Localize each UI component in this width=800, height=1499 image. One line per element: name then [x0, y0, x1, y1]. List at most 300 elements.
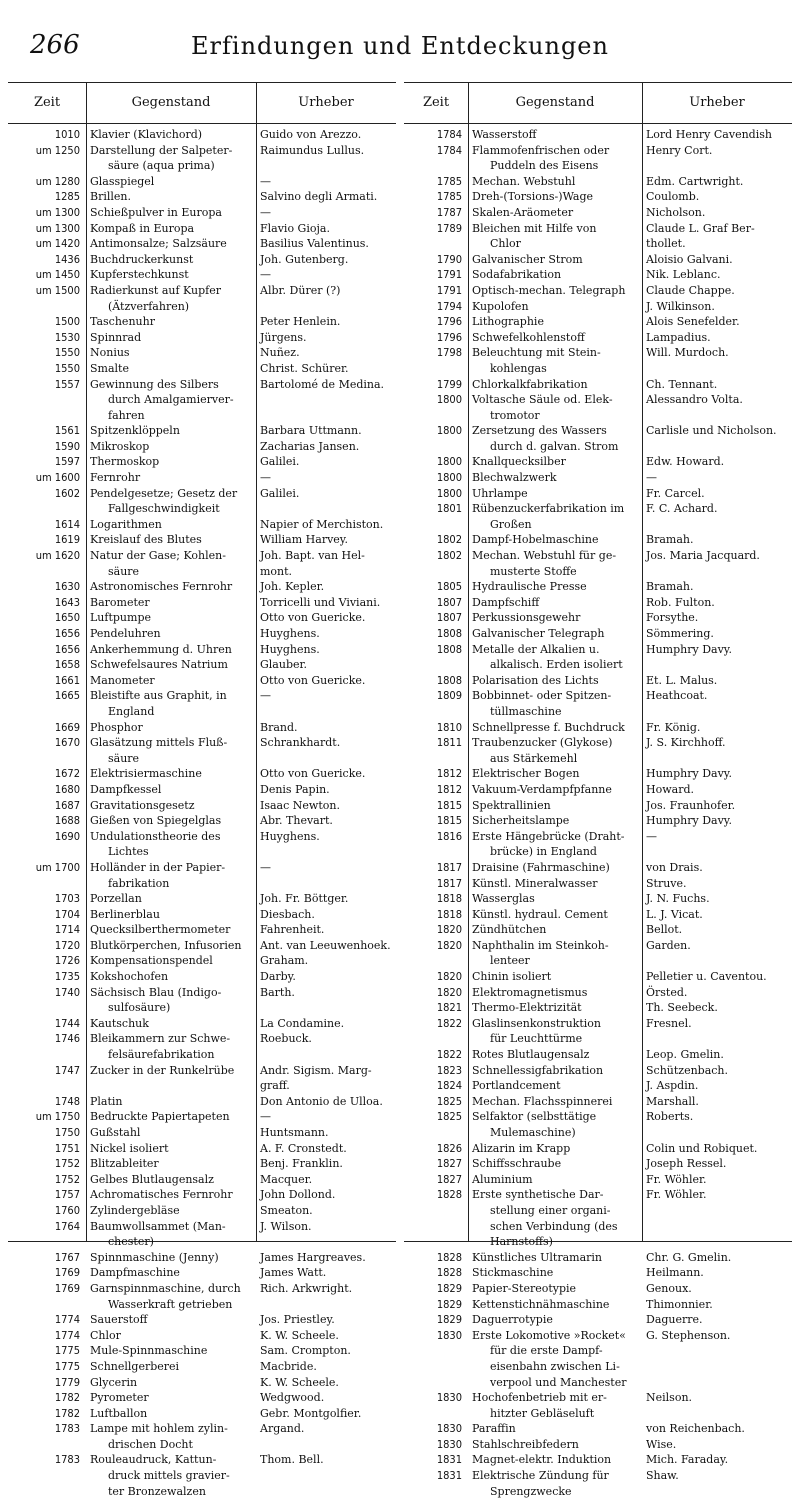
table-row	[404, 1281, 792, 1297]
table-row	[8, 314, 396, 330]
author-cell: Claude Chappe.	[646, 283, 735, 297]
year-cell: 1829	[436, 1313, 462, 1327]
author-cell	[256, 704, 396, 720]
table-row	[404, 579, 792, 595]
table-row	[8, 642, 396, 658]
year-cell: 1821	[436, 1001, 462, 1015]
subject-cell: Barometer	[90, 595, 150, 609]
year-cell: 1800	[436, 424, 462, 438]
author-cell: Alessandro Volta.	[646, 393, 743, 407]
subject-cell: Sauerstoff	[90, 1313, 148, 1327]
year-cell: 1829	[436, 1297, 462, 1311]
table-row	[404, 1047, 792, 1063]
author-cell: Sömmering.	[646, 627, 714, 640]
author-cell: Raimundus Lullus.	[260, 143, 365, 157]
subject-cell: Sächsisch Blau (Indigo-	[90, 985, 222, 999]
year-cell: 1820	[436, 938, 462, 952]
table-row	[404, 688, 792, 704]
subject-cell: Garnspinnmaschine, durch	[90, 1281, 241, 1295]
year-cell: um 1700	[35, 860, 80, 874]
table-row	[8, 1219, 396, 1235]
year-cell: um 1420	[35, 237, 80, 251]
table-row	[404, 314, 792, 330]
author-cell: Rich. Arkwright.	[260, 1281, 353, 1295]
table-row	[404, 1094, 792, 1110]
author-cell: Glauber.	[260, 658, 308, 672]
year-cell: 1602	[54, 486, 80, 500]
author-cell	[642, 657, 792, 673]
table-row	[8, 221, 396, 237]
year-cell: 1775	[54, 1344, 80, 1358]
year-cell: 1812	[436, 782, 462, 796]
table-row	[404, 517, 792, 533]
table-row	[404, 1452, 792, 1468]
table-row	[404, 221, 792, 237]
subject-cell: Luftballon	[90, 1406, 148, 1420]
table-row	[404, 969, 792, 985]
subject-cell: Chlorkalkfabrikation	[472, 377, 588, 391]
author-cell: Brand.	[260, 720, 298, 734]
subject-cell: Erste Lokomotive »Rocket«	[472, 1328, 626, 1342]
page-header	[30, 30, 770, 70]
author-cell: Bramah.	[646, 580, 694, 594]
year-cell: um 1300	[35, 221, 80, 235]
author-cell: Roebuck.	[260, 1032, 312, 1046]
year-cell: 1808	[436, 642, 462, 656]
subject-cell: Zersetzung des Wassers	[472, 424, 607, 438]
year-cell: 1720	[54, 938, 80, 952]
table-row	[8, 205, 396, 221]
table-row	[8, 907, 396, 923]
subject-cell: Glaslinsenkonstruktion	[472, 1016, 601, 1030]
subject-cell: Schnellgerberei	[90, 1359, 180, 1373]
author-cell	[256, 1047, 396, 1063]
author-cell: Huyghens.	[260, 642, 320, 656]
year-cell: um 1620	[35, 549, 80, 563]
subject-cell: Harnstoffs)	[490, 1235, 553, 1249]
year-cell: 1557	[54, 377, 80, 391]
author-cell	[642, 1359, 792, 1375]
table-row	[8, 1094, 396, 1110]
subject-cell: Lichtes	[108, 845, 149, 859]
table-row	[404, 922, 792, 938]
author-cell: Jürgens.	[260, 330, 307, 344]
year-cell: 1831	[436, 1469, 462, 1483]
year-cell: 1789	[436, 221, 462, 235]
year-cell	[404, 439, 468, 455]
author-cell: Sam. Crompton.	[260, 1344, 351, 1358]
author-cell: —	[646, 829, 657, 843]
year-cell: 1782	[54, 1391, 80, 1405]
subject-cell: Rouleaudruck, Kattun-	[90, 1453, 217, 1467]
subject-cell: Magnet-elektr. Induktion	[472, 1453, 612, 1467]
table-row	[8, 236, 396, 252]
year-cell: 1815	[436, 814, 462, 828]
author-cell: J. Aspdin.	[646, 1079, 699, 1093]
col-author-header: Urheber	[298, 95, 354, 110]
subject-cell: Spektrallinien	[472, 798, 551, 812]
subject-cell: Wasserstoff	[472, 128, 537, 141]
year-cell: um 1500	[35, 283, 80, 297]
subject-cell: Baumwollsammet (Man-	[90, 1219, 226, 1233]
author-cell: Humphry Davy.	[646, 767, 733, 781]
subject-cell: Beleuchtung mit Stein-	[472, 346, 601, 360]
subject-cell: Fernrohr	[90, 471, 141, 485]
table-row	[8, 673, 396, 689]
author-cell: James Watt.	[260, 1266, 327, 1280]
author-cell	[256, 299, 396, 315]
author-cell: Torricelli und Viviani.	[260, 595, 381, 609]
table-row	[404, 486, 792, 502]
author-cell	[642, 439, 792, 455]
year-cell: 1672	[54, 767, 80, 781]
year-cell: 1500	[54, 315, 80, 329]
year-cell: 1764	[54, 1219, 80, 1233]
subject-cell: chester)	[108, 1235, 154, 1249]
author-cell: Argand.	[260, 1422, 305, 1436]
table-row	[8, 1390, 396, 1406]
year-cell: 1656	[54, 627, 80, 640]
author-cell	[642, 361, 792, 377]
year-cell: 1785	[436, 174, 462, 188]
author-cell	[256, 1297, 396, 1313]
table-row	[404, 860, 792, 876]
table-row	[404, 1437, 792, 1453]
table-row	[8, 1297, 396, 1313]
subject-cell: Nonius	[90, 346, 130, 360]
author-cell: —	[260, 471, 271, 485]
subject-cell: Knallquecksilber	[472, 455, 566, 469]
year-cell: 1630	[54, 580, 80, 594]
year-cell	[8, 844, 86, 860]
subject-cell: Zündhütchen	[472, 923, 547, 937]
year-cell: 1704	[54, 907, 80, 921]
author-cell: Henry Cort.	[646, 143, 713, 157]
year-cell: 1796	[436, 315, 462, 329]
author-cell: Thimonnier.	[646, 1297, 713, 1311]
author-cell: Fr. Wöhler.	[646, 1188, 707, 1202]
subject-cell: Schwefelsaures Natrium	[90, 658, 228, 672]
year-cell: 1818	[436, 907, 462, 921]
year-cell	[8, 408, 86, 424]
author-cell	[642, 564, 792, 580]
subject-cell: England	[108, 704, 155, 718]
table-row	[8, 922, 396, 938]
author-cell: Christ. Schürer.	[260, 361, 349, 375]
year-cell: 1800	[436, 486, 462, 500]
subject-cell: Chinin isoliert	[472, 970, 552, 984]
subject-cell: Klavier (Klavichord)	[90, 128, 203, 141]
year-cell: 1285	[54, 190, 80, 204]
subject-cell: für die erste Dampf-	[490, 1344, 603, 1358]
subject-cell: Undulationstheorie des	[90, 829, 221, 843]
year-cell: 1760	[54, 1203, 80, 1217]
author-cell: Schrankhardt.	[260, 736, 341, 750]
author-cell: Abr. Thevart.	[260, 814, 333, 828]
subject-cell: Lampe mit hohlem zylin-	[90, 1422, 228, 1436]
table-row	[404, 1125, 792, 1141]
year-cell: 1769	[54, 1266, 80, 1280]
table-row	[404, 158, 792, 174]
table-row	[8, 610, 396, 626]
table-row	[8, 174, 396, 190]
year-cell: 1817	[436, 860, 462, 874]
author-cell	[642, 844, 792, 860]
year-cell: 1827	[436, 1172, 462, 1186]
subject-cell: Künstl. hydraul. Cement	[472, 907, 608, 921]
author-cell: John Dollond.	[260, 1188, 336, 1202]
year-cell: 1830	[436, 1391, 462, 1405]
right-table	[404, 82, 792, 1498]
author-cell: Marshall.	[646, 1094, 699, 1108]
subject-cell: Pendeluhren	[90, 627, 161, 640]
author-cell	[642, 1375, 792, 1391]
year-cell	[404, 751, 468, 767]
author-cell: von Reichenbach.	[646, 1422, 745, 1436]
author-cell	[642, 408, 792, 424]
table-row	[404, 1390, 792, 1406]
year-cell: 1824	[436, 1079, 462, 1093]
author-cell: Otto von Guericke.	[260, 611, 366, 625]
subject-cell: durch Amalgamierver-	[108, 393, 234, 407]
author-cell: Otto von Guericke.	[260, 767, 366, 781]
author-cell: Claude L. Graf Ber-	[646, 221, 755, 235]
subject-cell: Kreislauf des Blutes	[90, 533, 202, 547]
author-cell: —	[260, 689, 271, 703]
subject-cell: tromotor	[490, 408, 540, 422]
subject-cell: Wasserkraft getrieben	[108, 1297, 233, 1311]
author-cell: J. Wilkinson.	[646, 299, 715, 313]
author-cell: Isaac Newton.	[260, 798, 340, 812]
left-table-body	[8, 127, 396, 1499]
year-cell	[404, 704, 468, 720]
author-cell: von Drais.	[646, 860, 703, 874]
year-cell: 1690	[54, 829, 80, 843]
year-cell	[404, 408, 468, 424]
year-cell: 1800	[436, 393, 462, 407]
subject-cell: Flammofenfrischen oder	[472, 143, 610, 157]
subject-cell: Smalte	[90, 361, 129, 375]
table-row	[8, 876, 396, 892]
table-row	[8, 517, 396, 533]
author-cell	[642, 1219, 792, 1235]
table-row	[404, 844, 792, 860]
subject-cell: Pyrometer	[90, 1391, 149, 1405]
table-row	[404, 829, 792, 845]
table-row	[8, 1437, 396, 1453]
table-row	[404, 470, 792, 486]
subject-cell: Lithographie	[472, 315, 544, 329]
subject-cell: Schnellpresse f. Buchdruck	[472, 720, 625, 734]
year-cell	[8, 1484, 86, 1499]
table-row	[404, 1203, 792, 1219]
author-cell: Fresnel.	[646, 1016, 692, 1030]
subject-cell: Galvanischer Telegraph	[472, 627, 605, 640]
table-row	[8, 688, 396, 704]
subject-cell: Manometer	[90, 673, 155, 687]
author-cell	[642, 1234, 792, 1250]
author-cell	[256, 1234, 396, 1250]
subject-cell: hitzter Gebläseluft	[490, 1406, 595, 1420]
author-cell: Huntsmann.	[260, 1126, 329, 1139]
table-row	[404, 205, 792, 221]
year-cell: 1746	[54, 1032, 80, 1046]
year-cell: 1656	[54, 642, 80, 656]
subject-cell: fahren	[108, 408, 145, 422]
author-cell: Mich. Faraday.	[646, 1453, 729, 1467]
subject-cell: Mule-Spinnmaschine	[90, 1344, 208, 1358]
col-subject-header: Gegenstand	[515, 95, 595, 110]
subject-cell: Mechan. Webstuhl für ge-	[472, 549, 617, 563]
author-cell: —	[260, 860, 271, 874]
author-cell: Ant. van Leeuwenhoek.	[260, 938, 391, 952]
year-cell: 1807	[436, 611, 462, 625]
subject-cell: Alizarin im Krapp	[472, 1141, 571, 1155]
table-row	[8, 1203, 396, 1219]
subject-cell: Mechan. Flachsspinnerei	[472, 1094, 613, 1108]
table-row	[8, 782, 396, 798]
year-cell: 1810	[436, 720, 462, 734]
year-cell: 1550	[54, 361, 80, 375]
subject-cell: Dampfmaschine	[90, 1266, 180, 1280]
subject-cell: Nickel isoliert	[90, 1141, 169, 1155]
table-row	[8, 1000, 396, 1016]
author-cell: Schützenbach.	[646, 1063, 729, 1077]
author-cell: —	[646, 471, 657, 485]
table-row	[404, 657, 792, 673]
year-cell: 1748	[54, 1094, 80, 1108]
table-row	[8, 953, 396, 969]
author-cell: Lampadius.	[646, 330, 711, 344]
year-cell: 1829	[436, 1281, 462, 1295]
subject-cell: Kettenstichnähmaschine	[472, 1297, 610, 1311]
subject-cell: Natur der Gase; Kohlen-	[90, 549, 226, 563]
subject-cell: Phosphor	[90, 720, 143, 734]
subject-cell: Pendelgesetze; Gesetz der	[90, 486, 238, 500]
subject-cell: kohlengas	[490, 361, 547, 375]
table-row	[404, 1343, 792, 1359]
subject-cell: Kautschuk	[90, 1016, 149, 1030]
subject-cell: Vakuum-Verdampfpfanne	[472, 782, 612, 796]
subject-cell: Traubenzucker (Glykose)	[472, 736, 613, 750]
year-cell: 1619	[54, 533, 80, 547]
table-row	[404, 174, 792, 190]
table-row	[8, 267, 396, 283]
author-cell	[642, 1203, 792, 1219]
subject-cell: Papier-Stereotypie	[472, 1281, 577, 1295]
left-table-header	[8, 83, 396, 124]
subject-cell: Chlor	[90, 1328, 121, 1342]
year-cell	[8, 299, 86, 315]
author-cell: thollet.	[646, 237, 686, 251]
year-cell	[8, 1047, 86, 1063]
table-row	[404, 1484, 792, 1499]
subject-cell: Elektromagnetismus	[472, 985, 588, 999]
subject-cell: Porzellan	[90, 892, 142, 906]
year-cell: 1550	[54, 346, 80, 360]
author-cell: Howard.	[646, 782, 694, 796]
year-cell: 1807	[436, 595, 462, 609]
year-cell: 1802	[436, 533, 462, 547]
year-cell: 1735	[54, 970, 80, 984]
table-row	[404, 330, 792, 346]
subject-cell: Glasspiegel	[90, 174, 155, 188]
author-cell: K. W. Scheele.	[260, 1375, 339, 1389]
year-cell: 1726	[54, 954, 80, 968]
table-row	[8, 532, 396, 548]
table-row	[404, 1234, 792, 1250]
table-row	[8, 564, 396, 580]
author-cell: Heilmann.	[646, 1266, 704, 1280]
year-cell	[8, 1234, 86, 1250]
subject-cell: Sicherheitslampe	[472, 814, 570, 828]
table-row	[404, 423, 792, 439]
author-cell: Don Antonio de Ulloa.	[260, 1094, 383, 1108]
table-row	[404, 876, 792, 892]
author-cell: Daguerre.	[646, 1313, 703, 1327]
table-row	[404, 1297, 792, 1313]
author-cell: Macquer.	[260, 1172, 313, 1186]
year-cell: 1752	[54, 1172, 80, 1186]
subject-cell: Elektrisiermaschine	[90, 767, 202, 781]
subject-cell: Bleikammern zur Schwe-	[90, 1032, 231, 1046]
table-row	[8, 299, 396, 315]
subject-cell: Zucker in der Runkelrübe	[90, 1063, 235, 1077]
table-row	[8, 283, 396, 299]
table-row	[8, 1452, 396, 1468]
author-cell	[256, 1468, 396, 1484]
table-row	[8, 1031, 396, 1047]
table-row	[404, 1031, 792, 1047]
author-cell: Th. Seebeck.	[646, 1001, 718, 1015]
table-row	[8, 1250, 396, 1266]
table-row	[8, 408, 396, 424]
subject-cell: Galvanischer Strom	[472, 252, 583, 266]
subject-cell: Gießen von Spiegelglas	[90, 814, 222, 828]
author-cell: Garden.	[646, 938, 691, 952]
year-cell	[8, 392, 86, 408]
subject-cell: Elektrische Zündung für	[472, 1469, 609, 1483]
author-cell	[256, 408, 396, 424]
table-row	[404, 1172, 792, 1188]
year-cell: 1650	[54, 611, 80, 625]
table-row	[8, 969, 396, 985]
subject-cell: alkalisch. Erden isoliert	[490, 658, 623, 672]
year-cell: 1561	[54, 424, 80, 438]
year-cell: 1530	[54, 330, 80, 344]
table-row	[8, 330, 396, 346]
table-row	[8, 751, 396, 767]
subject-cell: Schnellessigfabrikation	[472, 1063, 604, 1077]
table-row	[404, 1265, 792, 1281]
author-cell: Örsted.	[646, 985, 688, 999]
author-cell: Lord Henry Cavendish	[646, 128, 772, 141]
table-row	[8, 1406, 396, 1422]
author-cell: A. F. Cronstedt.	[260, 1141, 347, 1155]
table-row	[8, 829, 396, 845]
table-row	[404, 938, 792, 954]
table-row	[8, 657, 396, 673]
year-cell: 1830	[436, 1328, 462, 1342]
table-row	[404, 439, 792, 455]
year-cell	[404, 236, 468, 252]
year-cell: um 1450	[35, 268, 80, 282]
year-cell: 1740	[54, 985, 80, 999]
author-cell: Humphry Davy.	[646, 642, 733, 656]
subject-cell: Blutkörperchen, Infusorien	[90, 938, 242, 952]
table-row	[404, 985, 792, 1001]
subject-cell: sulfosäure)	[108, 1001, 171, 1015]
